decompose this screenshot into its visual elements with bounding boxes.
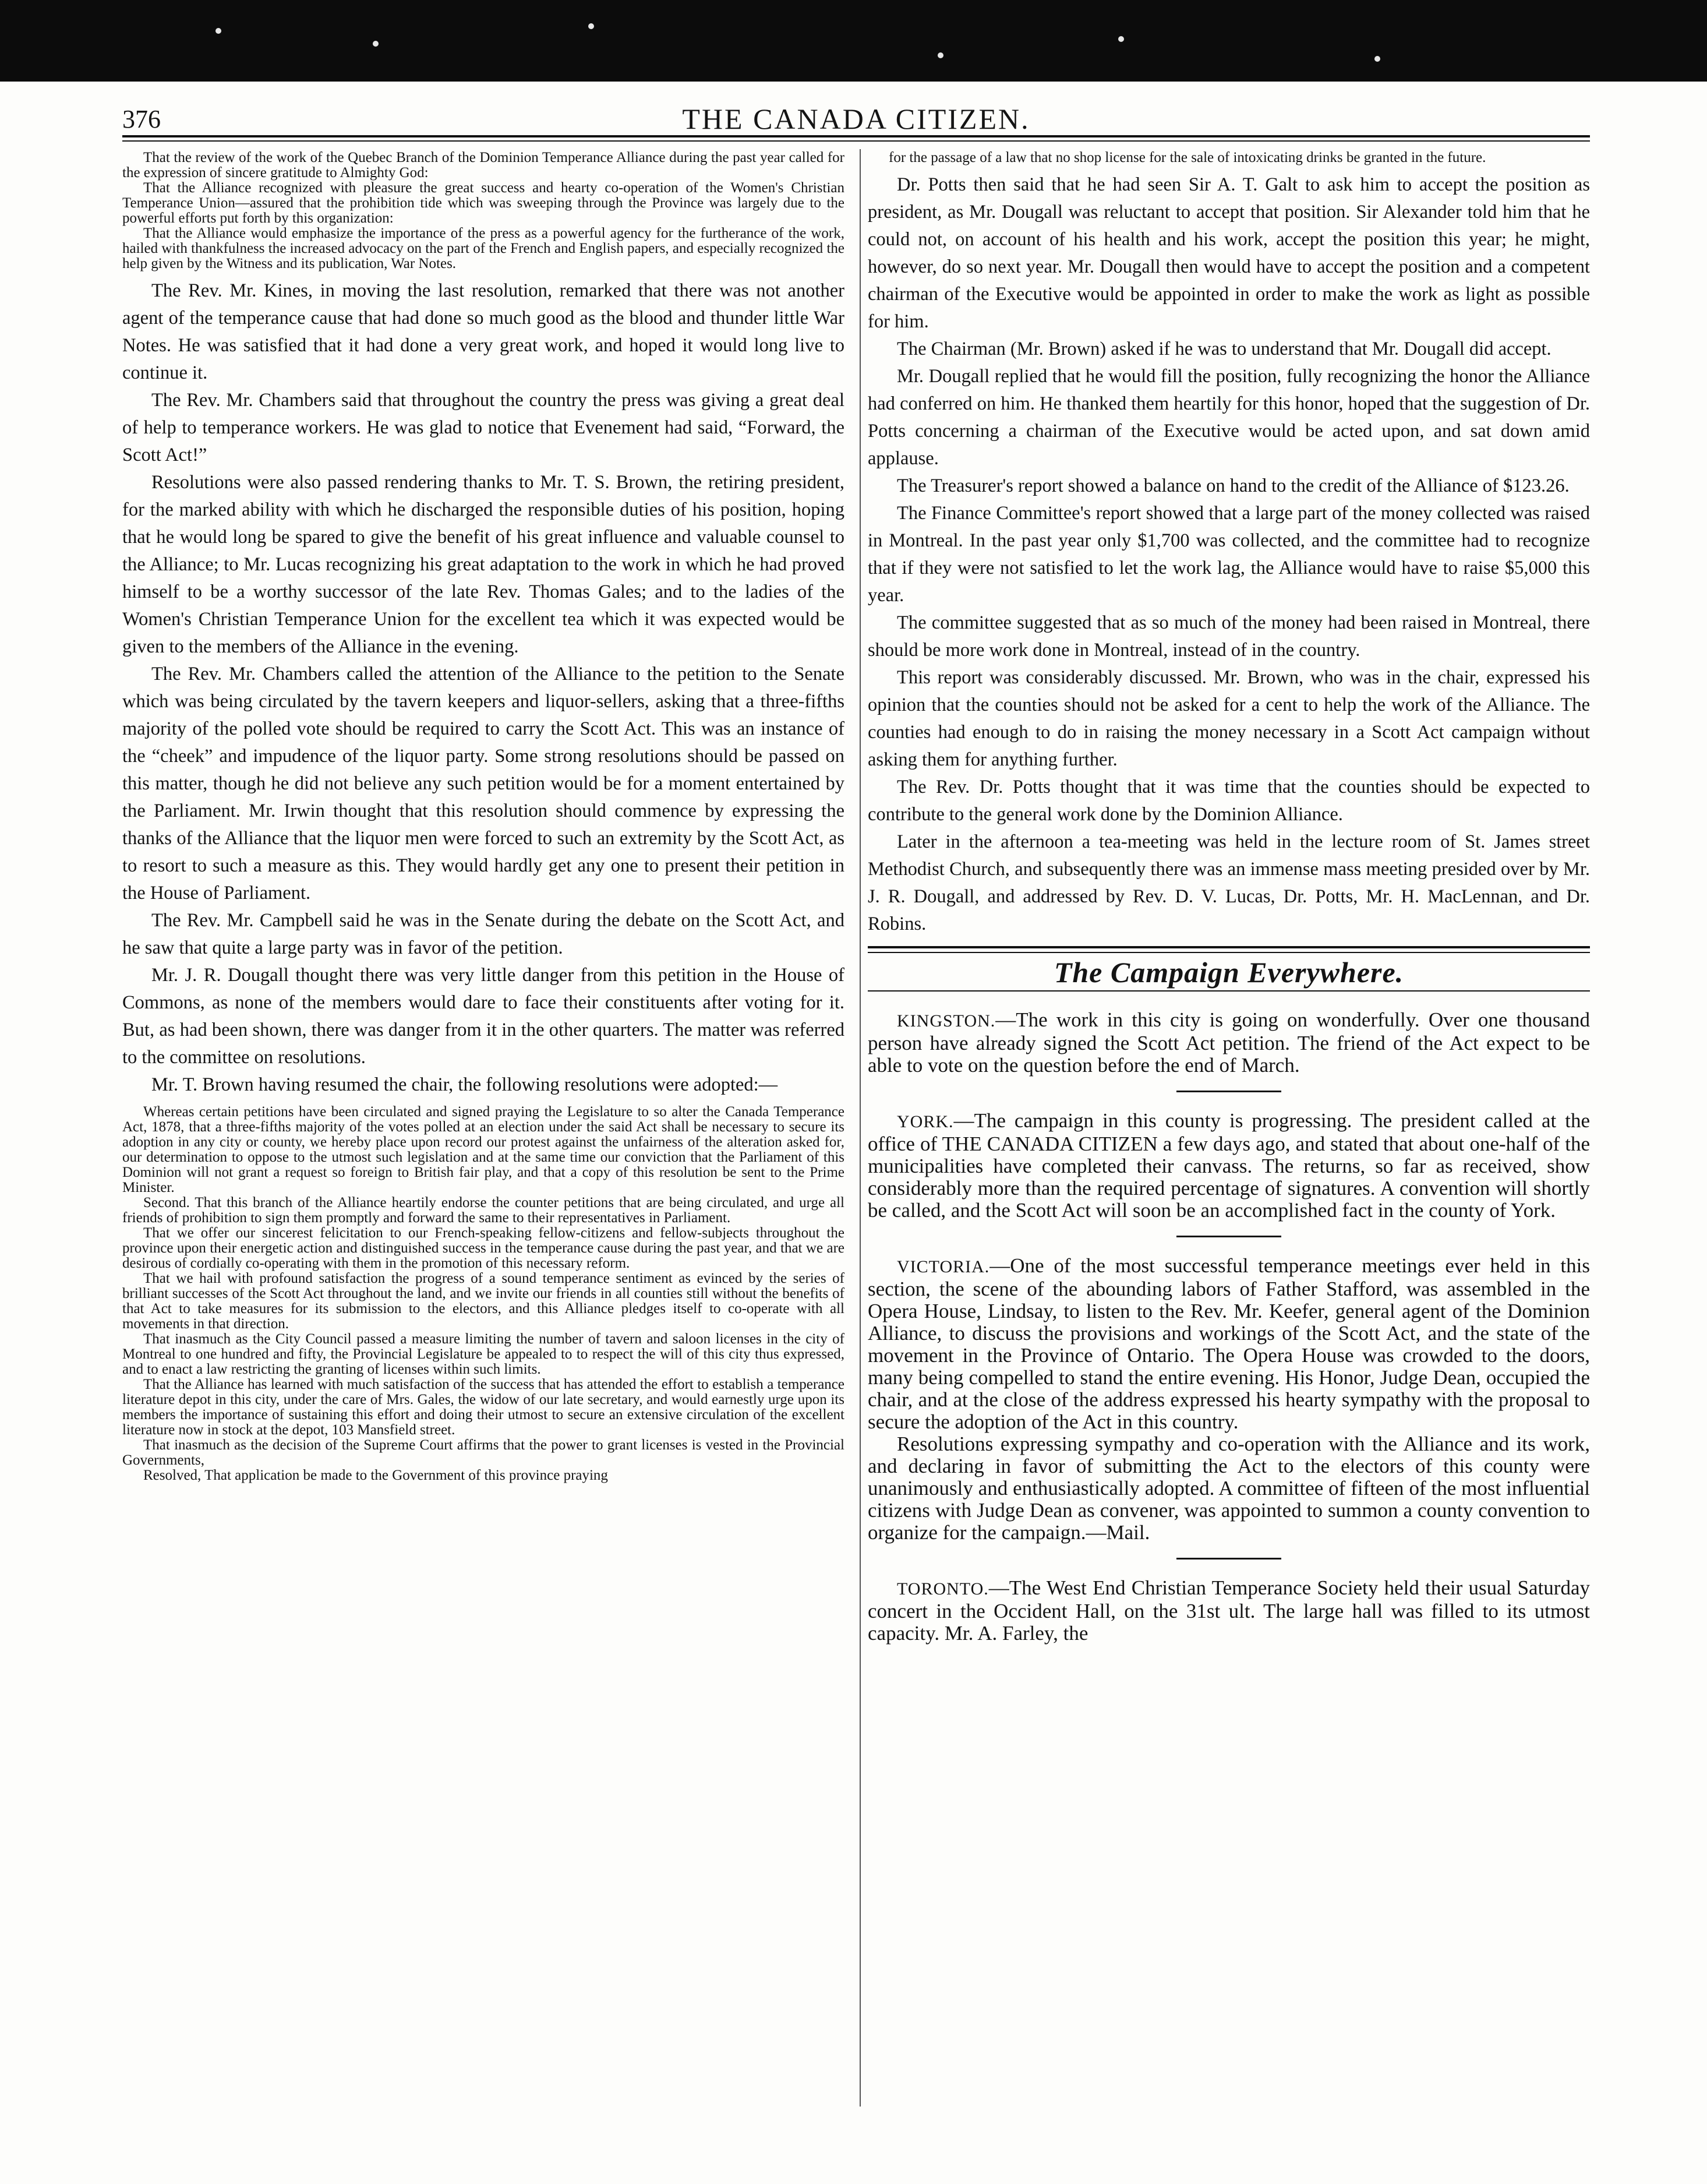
article-paragraph: The Rev. Mr. Chambers said that throughout the country the press was giving a great deal of help to temperance workers. He was glad to notice that Evenement had said, “Forward, the Scott Act!” — [122, 390, 844, 465]
article-paragraph: Resolutions were also passed rendering thanks to Mr. T. S. Brown, the retiring president, for the marked ability with which he discharged the responsible duties of his position, hoping that he would long be spared to give the benefit of his great influence and valuable counsel to the Alliance; to Mr. Lucas recognizing his great adaptation to the work in which he had proved himself to be a worthy successor of the late Rev. Thomas Gales; and to the ladies of the Women's Christian Temperance Union for the excellent tea which it was expected would be given to the members of the Alliance in the evening. — [122, 472, 844, 657]
campaign-text: —One of the most successful temperance meetings ever held in this section, the scene of the abounding labors of Father Stafford, was assembled in the Opera House, Lindsay, to listen to the Rev. Mr. Keefer, general agent of the Dominion Alliance, to discuss the provisions and workings of the Scott Act, and the state of the movement in the Province of Ontario. The Opera House was crowded to the doors, many being compelled to stand the entire evening. His Honor, Judge Dean, occupied the chair, and at the close of the address expressed his hearty sympathy with the proposal to secure the adoption of the Act in this country. — [868, 1254, 1590, 1433]
article-paragraph: The Finance Committee's report showed that a large part of the money collected was raised in Montreal. In the past year only $1,700 was collected, and the committee had to recognize that if they were not satisfied to let the work lag, the Alliance would have to raise $5,000 this year. — [868, 503, 1590, 606]
resolution-paragraph: Resolved, That application be made to the Government of this province praying — [143, 1467, 608, 1483]
header-rule — [122, 135, 1590, 142]
resolution-paragraph: That we offer our sincerest felicitation to our French-speaking fellow-citizens and fellow-subjects throughout the province upon their energetic action and distinguished success in the temperance cause during the past year, and that we are desirous of cordially co-operating with them in the promotion of this necessary reform. — [122, 1225, 844, 1271]
section-rule — [868, 990, 1590, 992]
article-paragraph: The Treasurer's report showed a balance on hand to the credit of the Alliance of $123.26. — [897, 475, 1570, 496]
section-heading: The Campaign Everywhere. — [1054, 956, 1404, 989]
resolution-paragraph: That inasmuch as the decision of the Supreme Court affirms that the power to grant licenses is vested in the Provincial Governments, — [122, 1437, 844, 1468]
column-divider — [860, 149, 861, 2107]
page-number: 376 — [122, 105, 161, 133]
resolution-paragraph: That inasmuch as the City Council passed a measure limiting the number of tavern and saloon licenses in the city of Montreal to one hundred and fifty, the Provincial Legislature be appealed to to respect the will of this city thus expressed, and to enact a law restricting the granting of licenses within such limits. — [122, 1331, 844, 1377]
separator-rule — [1176, 1236, 1281, 1237]
left-column — [122, 150, 844, 1483]
article-paragraph: This report was considerably discussed. Mr. Brown, who was in the chair, expressed his opinion that the counties should not be asked for a cent to help the work of the Alliance. The counties had enough to do in raising the money necessary in a Scott Act campaign without asking them for anything further. — [868, 667, 1590, 770]
resolution-paragraph: That the Alliance has learned with much satisfaction of the success that has attended the effort to establish a temperance literature depot in this city, under the care of Mrs. Gales, the widow of our late secretary, and would earnestly urge upon its members the importance of sustaining this effort and doing their utmost to secure an extensive circulation of the excellent literature now in stock at the depot, 103 Mansfield street. — [122, 1377, 844, 1438]
scan-border — [0, 0, 1707, 82]
resolution-paragraph: Second. That this branch of the Alliance heartily endorse the counter petitions that are being circulated, and urge all friends of prohibition to sign them promptly and forward the same to their representatives in Parliament. — [122, 1195, 844, 1226]
article-paragraph: Mr. T. Brown having resumed the chair, the following resolutions were adopted:— — [151, 1074, 778, 1095]
article-paragraph: The Rev. Mr. Kines, in moving the last resolution, remarked that there was not another agent of the temperance cause that had done so much good as the blood and thunder little War Notes. He was satisfied that it had done a very great work, and hoped it would long live to continue it. — [122, 280, 844, 383]
article-paragraph: Later in the afternoon a tea-meeting was held in the lecture room of St. James street Methodist Church, and subsequently there was an immense mass meeting presided over by Mr. J. R. Dougall, and addressed by Rev. D. V. Lucas, Dr. Potts, Mr. H. MacLennan, and Dr. Robins. — [868, 831, 1590, 934]
article-paragraph: Mr. Dougall replied that he would fill the position, fully recognizing the honor the Alliance had conferred on him. He thanked them heartily for this honor, hoped that the suggestion of Dr. Potts concerning a chairman of the Executive would be acted upon, and sat down amid applause. — [868, 366, 1590, 469]
campaign-place: TORONTO. — [897, 1579, 989, 1599]
separator-rule — [1176, 1558, 1281, 1560]
section-rule — [868, 946, 1590, 953]
article-paragraph: The committee suggested that as so much of the money had been raised in Montreal, there should be more work done in Montreal, instead of in the country. — [868, 612, 1590, 661]
resolution-paragraph: for the passage of a law that no shop license for the sale of intoxicating drinks be granted in the future. — [889, 150, 1486, 165]
article-paragraph: Mr. J. R. Dougall thought there was very little danger from this petition in the House of Commons, as none of the members would dare to face their constituents after voting for it. But, as had been shown, there was danger from it in the other quarters. The matter was referred to the committee on resolutions. — [122, 965, 844, 1068]
masthead-title: THE CANADA CITIZEN. — [682, 103, 1030, 135]
campaign-item — [868, 1009, 1590, 1077]
campaign-place: VICTORIA. — [897, 1257, 990, 1276]
article-paragraph: Dr. Potts then said that he had seen Sir A. T. Galt to ask him to accept the position as president, as Mr. Dougall was reluctant to accept that position. Sir Alexander told him that he could not, on account of his health and his work, accept the position this year; he might, however, do so next year. Mr. Dougall then would have to accept the position and a competent chairman of the Executive would be appointed in order to make the work as light as possible for him. — [868, 174, 1590, 332]
campaign-item — [868, 1577, 1590, 1645]
campaign-item — [868, 1110, 1590, 1222]
resolution-paragraph: That the review of the work of the Quebec Branch of the Dominion Temperance Alliance during the past year called for the expression of sincere gratitude to Almighty God: — [122, 150, 844, 181]
article-paragraph: The Rev. Mr. Campbell said he was in the Senate during the debate on the Scott Act, and he saw that quite a large party was in favor of the petition. — [122, 910, 844, 958]
resolution-paragraph: Whereas certain petitions have been circulated and signed praying the Legislature to so alter the Canada Temperance Act, 1878, that a three-fifths majority of the votes polled at an election under the said Act shall be necessary to secure its adoption in any city or county, we hereby place upon record our protest against the unfairness of the alteration asked for, our determination to oppose to the utmost such legislation and at the same time our conviction that the Parliament of this Dominion will not grant a request so foreign to British fair play, and that a copy of this resolution be sent to the Prime Minister. — [122, 1104, 844, 1195]
campaign-text: Resolutions expressing sympathy and co-operation with the Alliance and its work, and declaring in favor of submitting the Act to the electors of this county were unanimously and enthusiastically adopted. A committee of fifteen of the most influential citizens with Judge Dean as convener, was appointed to summon a county convention to organize for the campaign.—Mail. — [868, 1433, 1590, 1544]
article-paragraph: The Chairman (Mr. Brown) asked if he was to understand that Mr. Dougall did accept. — [897, 338, 1552, 359]
separator-rule — [1176, 1091, 1281, 1092]
campaign-text: —The West End Christian Temperance Society held their usual Saturday concert in the Occident Hall, on the 31st ult. The large hall was filled to its utmost capacity. Mr. A. Farley, the — [868, 1576, 1590, 1645]
campaign-place: YORK. — [897, 1112, 954, 1131]
campaign-item — [868, 1255, 1590, 1433]
article-paragraph: The Rev. Mr. Chambers called the attention of the Alliance to the petition to the Senate which was being circulated by the tavern keepers and liquor-sellers, asking that a three-fifths majority of the polled vote should be required to carry the Scott Act. This was an instance of the “cheek” and impudence of the liquor party. Some strong resolutions should be passed on this matter, though he did not believe any such petition would be for a moment entertained by the Parliament. Mr. Irwin thought that this resolution should commence by expressing the thanks of the Alliance that the liquor men were forced to such an extremity by the Scott Act, as to resort to such a measure as this. They would hardly get any one to present their petition in the House of Parliament. — [122, 664, 844, 904]
resolution-paragraph: That the Alliance recognized with pleasure the great success and hearty co-operation of the Women's Christian Temperance Union—assured that the prohibition tide which was sweeping through the Province was largely due to the powerful efforts put forth by this organization: — [122, 180, 844, 226]
campaign-text: —The campaign in this county is progressing. The president called at the office of THE CANADA CITIZEN a few days ago, and stated that about one-half of the municipalities have completed their canvass. The returns, so far as received, show considerably more than the required percentage of signatures. A convention will shortly be called, and the Scott Act will soon be an accomplished fact in the county of York. — [868, 1109, 1590, 1222]
campaign-item — [868, 1433, 1590, 1544]
campaign-text: —The work in this city is going on wonderfully. Over one thousand person have already signed the Scott Act petition. The friend of the Act expect to be able to vote on the question before the end of March. — [868, 1008, 1590, 1077]
campaign-place: KINGSTON. — [897, 1011, 996, 1031]
article-paragraph: The Rev. Dr. Potts thought that it was time that the counties should be expected to contribute to the general work done by the Dominion Alliance. — [868, 777, 1590, 825]
resolution-paragraph: That the Alliance would emphasize the importance of the press as a powerful agency for the furtherance of the work, hailed with thankfulness the increased advocacy on the part of the French and English papers, and especially recognized the help given by the Witness and its publication, War Notes. — [122, 225, 844, 271]
right-column — [868, 150, 1590, 1645]
resolution-paragraph: That we hail with profound satisfaction the progress of a sound temperance sentiment as evinced by the series of brilliant successes of the Scott Act throughout the land, and we invite our friends in all counties still without the benefits of that Act to take measures for its submission to the electors, and this Alliance pledges itself to co-operate with all movements in that direction. — [122, 1271, 844, 1332]
